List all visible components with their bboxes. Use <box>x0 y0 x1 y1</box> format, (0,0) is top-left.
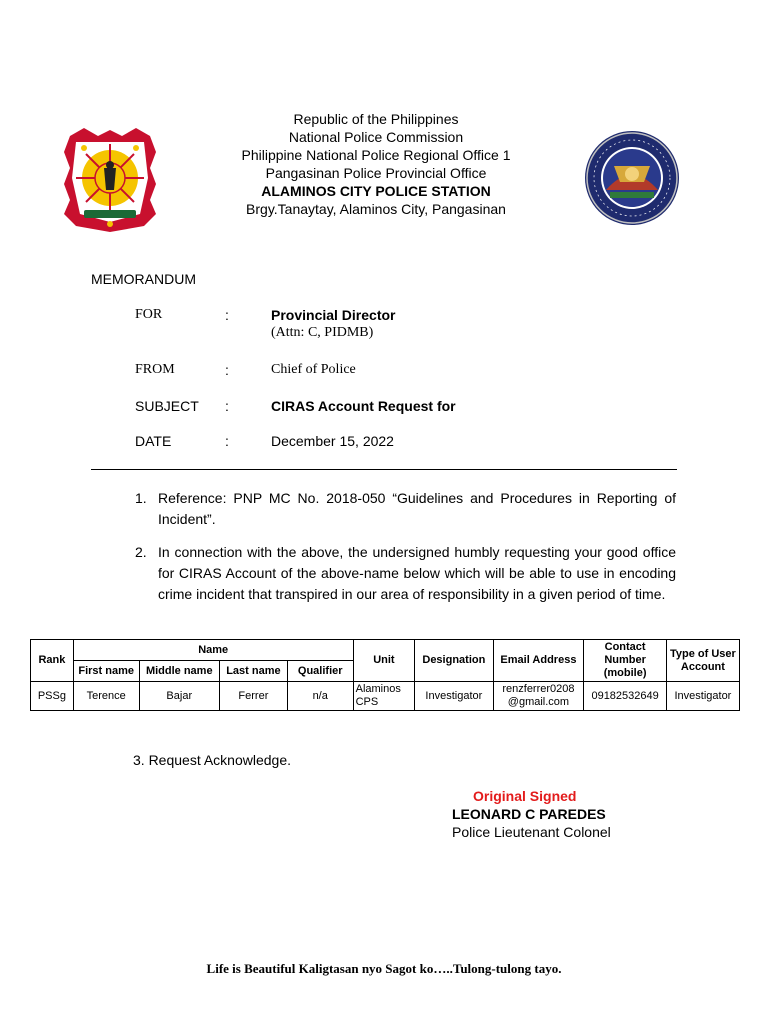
letterhead-provincial-office: Pangasinan Police Provincial Office <box>265 165 487 181</box>
cell-first-name: Terence <box>73 682 139 711</box>
col-name: Name <box>73 640 353 661</box>
cell-rank: PSSg <box>31 682 74 711</box>
from-value: Chief of Police <box>271 362 356 377</box>
col-rank: Rank <box>31 640 74 682</box>
from-label: FROM <box>135 362 175 377</box>
paragraph-request <box>135 542 676 605</box>
col-email: Email Address <box>493 640 584 682</box>
for-colon: : <box>225 307 229 323</box>
letterhead-address: Brgy.Tanaytay, Alaminos City, Pangasinan <box>246 201 506 217</box>
cell-contact: 09182532649 <box>584 682 666 711</box>
alaminos-police-seal-icon <box>584 130 680 226</box>
memo-from-field <box>135 362 535 382</box>
memo-date-field <box>135 433 535 453</box>
date-value: December 15, 2022 <box>271 433 394 449</box>
cell-account-type: Investigator <box>666 682 739 711</box>
paragraph-text: Reference: PNP MC No. 2018-050 “Guidelines and Procedures in Reporting of Incident”. <box>158 490 676 527</box>
table-header-row <box>31 640 740 661</box>
from-colon: : <box>225 362 229 378</box>
letterhead <box>200 110 552 218</box>
paragraph-reference <box>135 488 676 530</box>
cell-qualifier: n/a <box>287 682 353 711</box>
account-request-table <box>30 639 740 711</box>
signatory-name: LEONARD C PAREDES <box>452 806 606 822</box>
subject-colon: : <box>225 398 229 414</box>
paragraph-acknowledge: 3. Request Acknowledge. <box>133 752 291 768</box>
date-label: DATE <box>135 433 172 449</box>
memo-for-field <box>135 307 535 347</box>
col-middle-name: Middle name <box>139 661 219 682</box>
col-designation: Designation <box>415 640 493 682</box>
letterhead-republic: Republic of the Philippines <box>293 111 459 127</box>
table-row <box>31 682 740 711</box>
col-contact: Contact Number (mobile) <box>584 640 666 682</box>
original-signed-label: Original Signed <box>473 788 577 804</box>
letterhead-napolcom: National Police Commission <box>288 129 464 145</box>
cell-unit: Alaminos CPS <box>353 682 415 711</box>
col-unit: Unit <box>353 640 415 682</box>
subject-label: SUBJECT <box>135 398 199 414</box>
for-value: Provincial Director <box>271 307 396 323</box>
cell-email: renzferrer0208 @gmail.com <box>493 682 584 711</box>
letterhead-station: ALAMINOS CITY POLICE STATION <box>261 183 491 199</box>
col-account-type: Type of User Account <box>666 640 739 682</box>
paragraph-text: In connection with the above, the undersigned humbly requesting your good office for CIRAS Account of the above-name below which will be able to use in encoding crime incident that transpired in our area of responsibility in a given period of time. <box>158 544 676 602</box>
footer-motto: Life is Beautiful Kaligtasan nyo Sagot ko…..Tulong-tulong tayo. <box>206 961 562 976</box>
letterhead-regional-office: Philippine National Police Regional Office 1 <box>241 147 511 163</box>
for-label: FOR <box>135 307 163 322</box>
signatory-title: Police Lieutenant Colonel <box>452 824 611 840</box>
pnp-seal-icon <box>64 128 156 232</box>
subject-value: CIRAS Account Request for <box>271 398 456 414</box>
cell-middle-name: Bajar <box>139 682 219 711</box>
paragraph-number: 1. <box>135 490 147 506</box>
memo-title: MEMORANDUM <box>91 271 196 287</box>
col-qualifier: Qualifier <box>287 661 353 682</box>
col-first-name: First name <box>73 661 139 682</box>
memo-subject-field <box>135 398 535 418</box>
col-last-name: Last name <box>219 661 287 682</box>
signature-block <box>452 787 611 841</box>
cell-designation: Investigator <box>415 682 493 711</box>
divider-line <box>91 469 677 470</box>
for-attn: (Attn: C, PIDMB) <box>271 325 374 340</box>
date-colon: : <box>225 433 229 449</box>
paragraph-number: 2. <box>135 544 147 560</box>
cell-last-name: Ferrer <box>219 682 287 711</box>
